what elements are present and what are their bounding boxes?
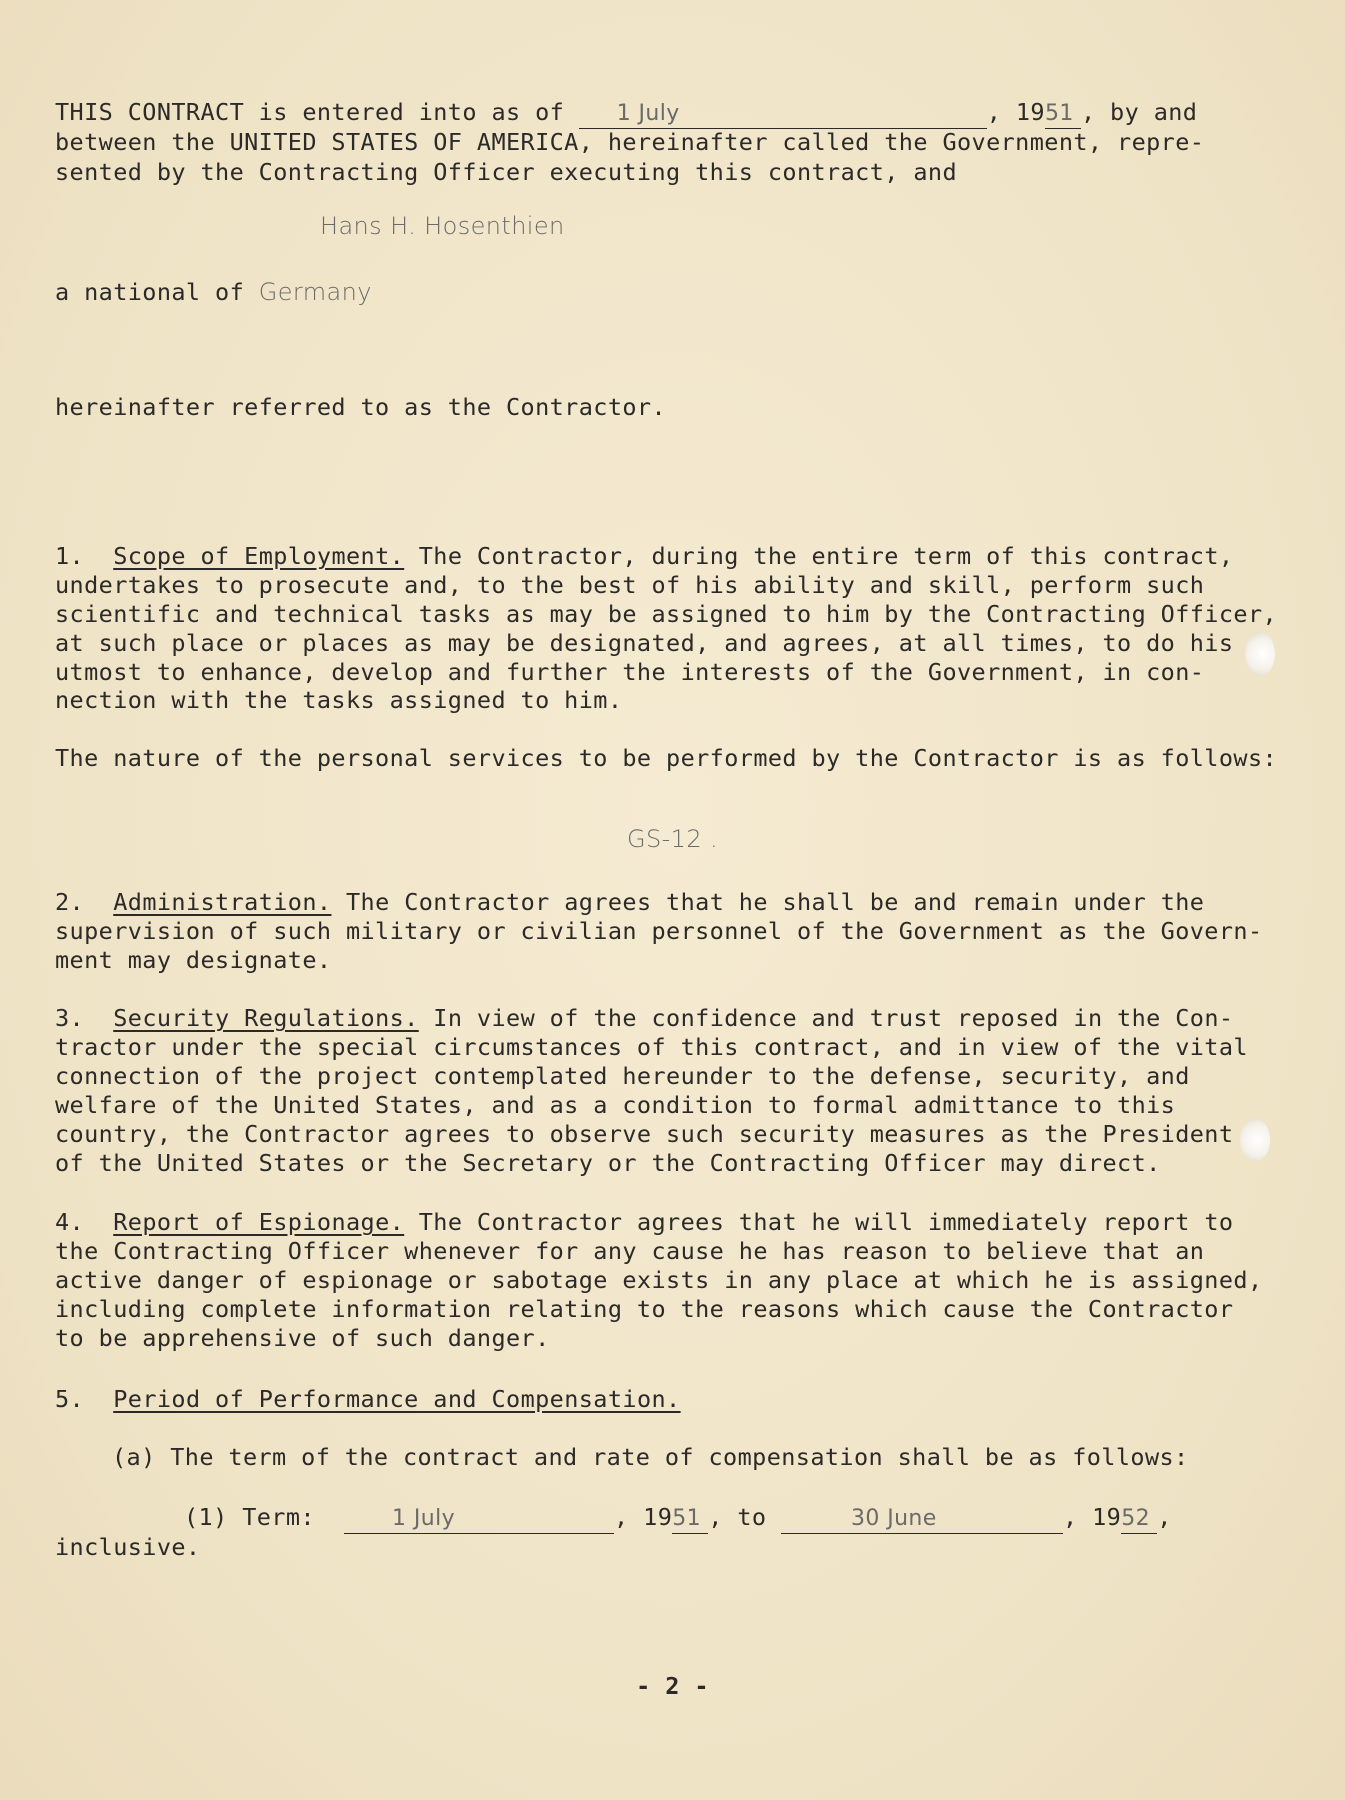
section-4-line-1 (55, 1208, 1233, 1237)
section-3-line-3: connection of the project contemplated hereunder to the defense, security, and (55, 1062, 1190, 1090)
section-5-heading: Period of Performance and Compensation. (113, 1385, 681, 1413)
section-1-line-1 (55, 542, 1233, 571)
intro-suffix: , by and (1080, 98, 1198, 126)
section-5-line-1 (55, 1385, 681, 1414)
page-number: - 2 - (636, 1672, 709, 1700)
section-5a-line (112, 1443, 1189, 1472)
term-start-field: 1 July (344, 1507, 614, 1534)
contractor-name: Hans H. Hosenthien (320, 212, 565, 240)
term-year-prefix-1: , 19 (614, 1503, 673, 1531)
section-4-line-2: the Contracting Officer whenever for any cause he has reason to believe that an (55, 1237, 1205, 1265)
section-4-heading: Report of Espionage. (113, 1208, 405, 1236)
section-5-number: 5. (55, 1385, 85, 1413)
nationality-line (55, 278, 372, 307)
year-prefix: , 19 (986, 98, 1045, 126)
section-1-line-3: scientific and technical tasks as may be assigned to him by the Contracting Officer, (55, 600, 1278, 628)
section-1-line-5: utmost to enhance, develop and further the interests of the Government, in con- (55, 658, 1205, 686)
section-1-number: 1. (55, 542, 85, 570)
punch-hole-lower (1240, 1118, 1270, 1162)
section-4-number: 4. (55, 1208, 85, 1236)
section-2-line-1 (55, 888, 1204, 917)
section-4-line-3: active danger of espionage or sabotage exists in any place at which he is assigned, (55, 1266, 1263, 1294)
nationality-label: a national of (55, 278, 245, 306)
inclusive-line: inclusive. (55, 1533, 201, 1561)
nature-line: The nature of the personal services to be performed by the Contractor is as follows: (55, 744, 1278, 772)
section-3-line-2: tractor under the special circumstances of this contract, and in view of the vital (55, 1033, 1248, 1061)
section-3-heading: Security Regulations. (113, 1004, 419, 1032)
section-3-number: 3. (55, 1004, 85, 1032)
section-3-text: In view of the confidence and trust reposed in the Con- (418, 1004, 1234, 1032)
section-2-text: The Contractor agrees that he shall be and remain under the (331, 888, 1205, 916)
section-1-heading: Scope of Employment. (113, 542, 405, 570)
intro-line-3: sented by the Contracting Officer executing this contract, and (55, 158, 957, 186)
section-1-line-4: at such place or places as may be designated, and agrees, at all times, to do his (55, 629, 1234, 657)
term-year-prefix-2: , 19 (1063, 1503, 1122, 1531)
contract-year-field: 51 (1045, 102, 1081, 129)
section-4-line-5: to be apprehensive of such danger. (55, 1324, 550, 1352)
punch-hole-upper (1245, 632, 1275, 676)
section-1-line-2: undertakes to prosecute and, to the best of his ability and skill, perform such (55, 571, 1205, 599)
term-end-year-field: 52 (1121, 1507, 1157, 1534)
section-2-line-3: ment may designate. (55, 946, 332, 974)
nationality-value: Germany (258, 278, 372, 306)
term-end-field: 30 June (781, 1507, 1063, 1534)
section-1-line-6: nection with the tasks assigned to him. (55, 686, 623, 714)
section-3-line-4: welfare of the United States, and as a condition to formal admittance to this (55, 1091, 1176, 1119)
section-2-line-2: supervision of such military or civilian personnel of the Government as the Govern- (55, 917, 1263, 945)
term-to-label: , to (708, 1503, 767, 1531)
section-2-number: 2. (55, 888, 85, 916)
section-5a-text: The term of the contract and rate of compensation shall be as follows: (170, 1443, 1189, 1471)
section-3-line-6: of the United States or the Secretary or the Contracting Officer may direct. (55, 1149, 1161, 1177)
section-2-heading: Administration. (113, 888, 332, 916)
term-comma: , (1157, 1503, 1172, 1531)
section-5a-label: (a) (112, 1443, 156, 1471)
term-label: (1) Term: (184, 1503, 315, 1531)
section-4-line-4: including complete information relating to the reasons which cause the Contractor (55, 1295, 1234, 1323)
intro-line-2: between the UNITED STATES OF AMERICA, hereinafter called the Government, repre- (55, 128, 1205, 156)
term-start-year-field: 51 (672, 1507, 708, 1534)
referred-line: hereinafter referred to as the Contractor. (55, 393, 667, 421)
contract-date-field: 1 July (579, 102, 987, 129)
section-4-text: The Contractor agrees that he will immediately report to (404, 1208, 1234, 1236)
term-line (184, 1503, 1172, 1534)
intro-text: THIS CONTRACT is entered into as of (55, 98, 565, 126)
grade-value: GS-12 . (626, 825, 719, 853)
section-3-line-1 (55, 1004, 1233, 1033)
intro-line-1 (55, 98, 1197, 129)
section-1-text: The Contractor, during the entire term of this contract, (404, 542, 1234, 570)
section-3-line-5: country, the Contractor agrees to observe such security measures as the President (55, 1120, 1234, 1148)
